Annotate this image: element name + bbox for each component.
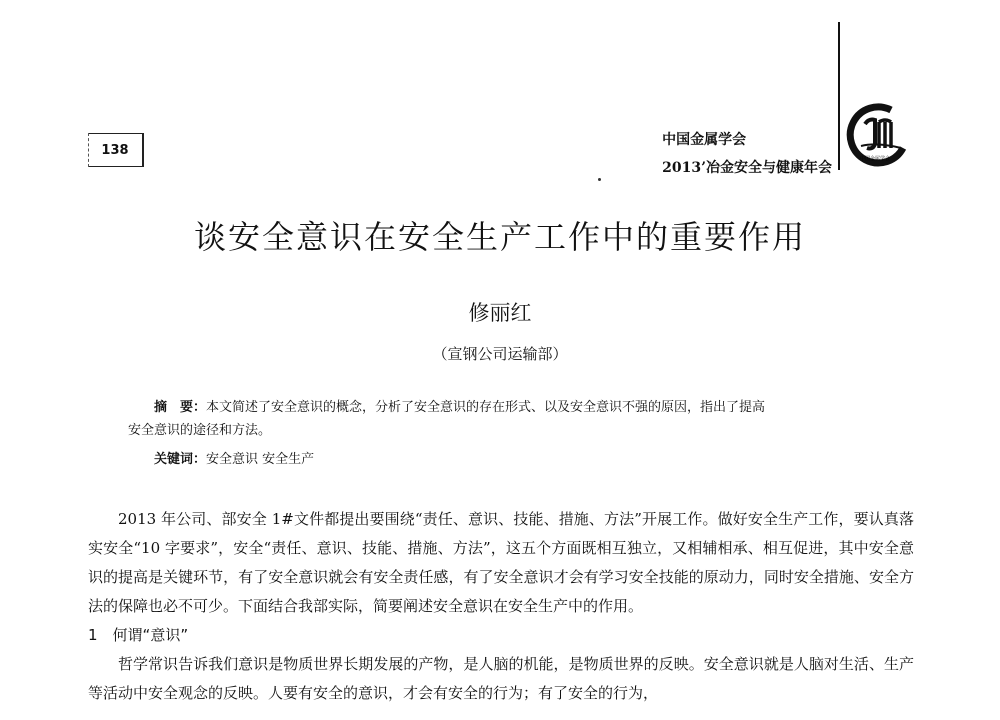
page-number: 138 xyxy=(88,133,144,167)
abstract-label: 摘 要： xyxy=(154,400,207,415)
article-title: 谈安全意识在安全生产工作中的重要作用 xyxy=(193,218,806,256)
keywords-label: 关键词： xyxy=(154,452,207,467)
keywords xyxy=(154,448,314,467)
journal-header xyxy=(662,126,832,182)
abstract-text-line2: 安全意识的途径和方法。 xyxy=(128,423,272,438)
logo-caption: 中国金属学会 xyxy=(859,156,891,162)
society-logo-icon xyxy=(845,102,909,170)
section-paragraph: 哲学常识告诉我们意识是物质世界长期发展的产物，是人脑的机能，是物质世界的反映。安全意识就是人脑对生活、生产等活动中安全观念的反映。人要有安全的意识，才会有安全的行为；有了安全的行为， xyxy=(88,655,914,702)
author-name: 修丽红 xyxy=(468,301,532,325)
abstract-text-line1: 本文简述了安全意识的概念，分析了安全意识的存在形式、以及安全意识不强的原因，指出了提高 xyxy=(206,400,766,415)
section-heading: 1 何谓“意识” xyxy=(88,626,189,644)
article-body xyxy=(88,505,914,708)
scan-speck xyxy=(598,178,601,181)
intro-paragraph: 2013 年公司、部安全 1#文件都提出要围绕“责任、意识、技能、措施、方法”开展工作。做好安全生产工作，要认真落实安全“10 字要求”，安全“责任、意识、技能、措施、方法”，这五个方面既相互独立，又相辅相承、相互促进，其中安全意识的提高是关键环节，有了安全意识就会有安全责任感，有了安全意识才会有学习安全技能的原动力，同时安全措施、安全方法的保障也必不可少。下面结合我部实际，简要阐述安全意识在安全生产中的作用。 xyxy=(88,510,914,615)
conference-name: 2013’冶金安全与健康年会 xyxy=(662,160,832,176)
author-affiliation: （宣钢公司运输部） xyxy=(432,345,568,363)
keywords-text: 安全意识 安全生产 xyxy=(206,452,315,467)
org-name: 中国金属学会 xyxy=(662,132,747,148)
abstract xyxy=(128,396,888,442)
header-divider xyxy=(838,22,840,170)
